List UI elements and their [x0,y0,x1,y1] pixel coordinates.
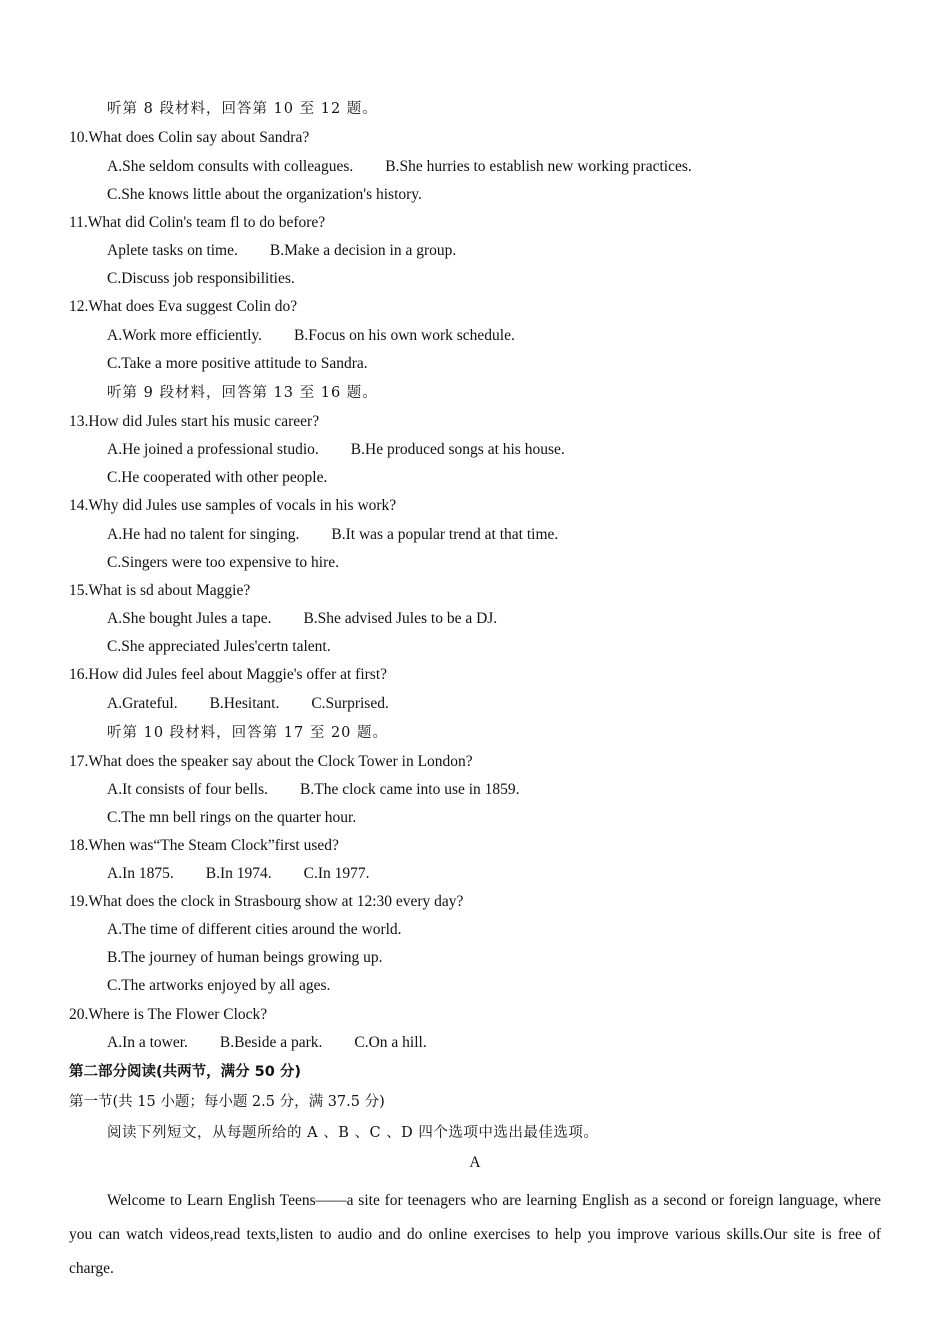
section-heading-9: 听第 9 段材料，回答第 13 至 16 题。 [107,385,378,401]
question-15-options-row [107,609,497,629]
option-20c: C.On a hill. [354,1034,427,1051]
option-15c: C.She appreciated Jules'certn talent. [107,638,331,655]
question-18: 18.When was“The Steam Clock”first used? [69,837,339,854]
question-20: 20.Where is The Flower Clock? [69,1006,268,1023]
option-11b: B.Make a decision in a group. [269,242,457,259]
option-16c: C.Surprised. [311,695,389,712]
section-heading-10: 听第 10 段材料，回答第 17 至 20 题。 [107,725,389,741]
option-16a: A.Grateful. [107,695,178,712]
option-17a: A.It consists of four bells. [107,781,269,798]
option-20a: A.In a tower. [107,1034,188,1051]
passage-a-text: Welcome to Learn English Teens——a site for teenagers who are learning English as a second or foreign language, where you can watch videos,read texts,listen to audio and do online exercises to help you improve various skills.Our site is free of charge. [69,1192,881,1277]
question-19: 19.What does the clock in Strasbourg show at 12:30 every day? [69,893,464,910]
option-11c: C.Discuss job responsibilities. [107,270,295,287]
option-10c: C.She knows little about the organization's history. [107,186,422,203]
question-16-options-row [107,694,389,714]
question-11: 11.What did Colin's team fl to do before? [69,214,326,231]
option-19b: B.The journey of human beings growing up. [107,949,383,966]
option-19a: A.The time of different cities around the world. [107,921,402,938]
question-13-options-row [107,440,565,460]
question-12-options-row [107,326,515,346]
option-12b: B.Focus on his own work schedule. [294,327,515,344]
passage-label: A [469,1154,481,1171]
option-13a: A.He joined a professional studio. [107,441,319,458]
question-18-options-row [107,864,369,884]
question-12: 12.What does Eva suggest Colin do? [69,298,298,315]
question-13: 13.How did Jules start his music career? [69,413,320,430]
question-17: 17.What does the speaker say about the Clock Tower in London? [69,753,473,770]
option-13b: B.He produced songs at his house. [350,441,565,458]
option-19c: C.The artworks enjoyed by all ages. [107,977,331,994]
section-heading-8: 听第 8 段材料，回答第 10 至 12 题。 [107,101,378,117]
option-14a: A.He had no talent for singing. [107,526,300,543]
option-15b: B.She advised Jules to be a DJ. [303,610,498,627]
section-one-heading: 第一节(共 15 小题；每小题 2.5 分，满 37.5 分) [69,1094,385,1110]
option-12a: A.Work more efficiently. [107,327,262,344]
question-16: 16.How did Jules feel about Maggie's offer at first? [69,666,388,683]
option-18b: B.In 1974. [205,865,272,882]
question-15: 15.What is sd about Maggie? [69,582,251,599]
question-20-options-row [107,1033,427,1053]
question-10-options-row [107,157,692,177]
option-15a: A.She bought Jules a tape. [107,610,272,627]
option-12c: C.Take a more positive attitude to Sandra. [107,355,368,372]
question-11-options-row [107,241,456,261]
option-20b: B.Beside a park. [219,1034,323,1051]
question-14: 14.Why did Jules use samples of vocals in his work? [69,497,397,514]
option-10a: A.She seldom consults with colleagues. [107,158,354,175]
option-13c: C.He cooperated with other people. [107,469,328,486]
option-14b: B.It was a popular trend at that time. [331,526,559,543]
option-11a: Aplete tasks on time. [107,242,238,259]
reading-instructions: 阅读下列短文，从每题所给的 A 、B 、C 、D 四个选项中选出最佳选项。 [107,1125,599,1141]
option-16b: B.Hesitant. [209,695,280,712]
option-17c: C.The mn bell rings on the quarter hour. [107,809,357,826]
question-10: 10.What does Colin say about Sandra? [69,129,310,146]
option-18a: A.In 1875. [107,865,174,882]
option-17b: B.The clock came into use in 1859. [300,781,520,798]
question-17-options-row [107,780,520,800]
question-14-options-row [107,525,558,545]
option-18c: C.In 1977. [303,865,370,882]
option-14c: C.Singers were too expensive to hire. [107,554,340,571]
part-two-heading: 第二部分阅读(共两节，满分 50 分) [69,1064,302,1080]
option-10b: B.She hurries to establish new working practices. [385,158,692,175]
